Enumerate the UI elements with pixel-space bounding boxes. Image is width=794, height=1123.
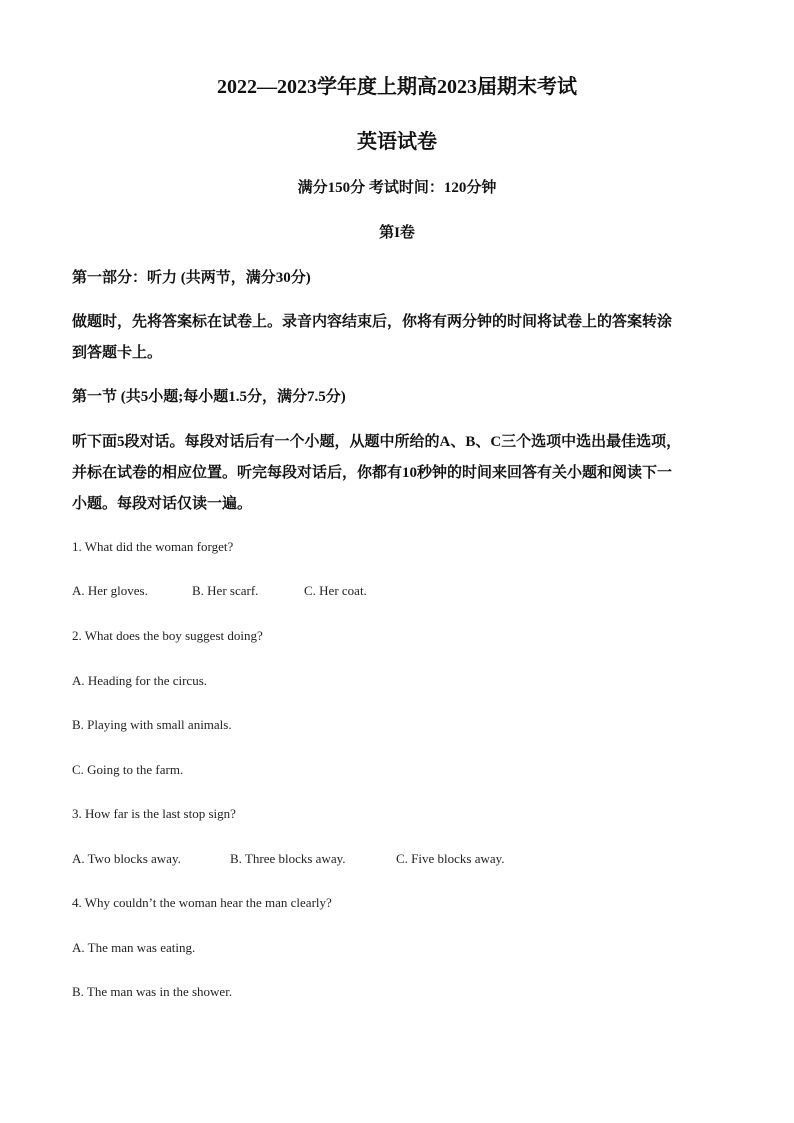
question-2-option-c: C. Going to the farm. (72, 762, 184, 777)
section1-instruction-line2: 并标在试卷的相应位置。听完每段对话后，你都有10秒钟的时间来回答有关小题和阅读下一 (72, 465, 673, 481)
part1-instruction-line1: 做题时，先将答案标在试卷上。录音内容结束后，你将有两分钟的时间将试卷上的答案转涂 (72, 314, 673, 330)
part1-heading: 第一部分：听力 (共两节，满分30分) (72, 270, 311, 286)
part1-instruction-line2: 到答题卡上。 (72, 345, 163, 361)
question-4-stem: 4. Why couldn’t the woman hear the man clearly? (72, 895, 332, 910)
subject-title: 英语试卷 (357, 131, 437, 153)
question-2-stem: 2. What does the boy suggest doing? (72, 628, 263, 643)
exam-meta: 满分150分 考试时间：120分钟 (297, 180, 497, 196)
question-2-option-b: B. Playing with small animals. (72, 717, 232, 732)
question-3-option-b: B. Three blocks away. (230, 851, 346, 866)
question-1-option-a: A. Her gloves. (72, 583, 148, 598)
question-2-option-a: A. Heading for the circus. (72, 673, 208, 688)
question-1-option-b: B. Her scarf. (192, 583, 259, 598)
question-3-stem: 3. How far is the last stop sign? (72, 806, 236, 821)
question-3-option-a: A. Two blocks away. (72, 851, 181, 866)
question-1-options (72, 583, 367, 599)
question-1-stem: 1. What did the woman forget? (72, 539, 234, 554)
section1-instruction-line3: 小题。每段对话仅读一遍。 (72, 496, 253, 512)
section1-heading: 第一节 (共5小题;每小题1.5分，满分7.5分) (72, 389, 346, 405)
volume-label: 第I卷 (379, 225, 415, 241)
exam-title: 2022—2023学年度上期高2023届期末考试 (217, 76, 577, 98)
question-4-option-a: A. The man was eating. (72, 940, 196, 955)
question-3-options (72, 851, 505, 867)
section1-instruction-line1: 听下面5段对话。每段对话后有一个小题，从题中所给的A、B、C三个选项中选出最佳选项， (72, 434, 682, 450)
question-3-option-c: C. Five blocks away. (396, 851, 505, 866)
question-1-option-c: C. Her coat. (304, 583, 367, 598)
question-4-option-b: B. The man was in the shower. (72, 984, 233, 999)
